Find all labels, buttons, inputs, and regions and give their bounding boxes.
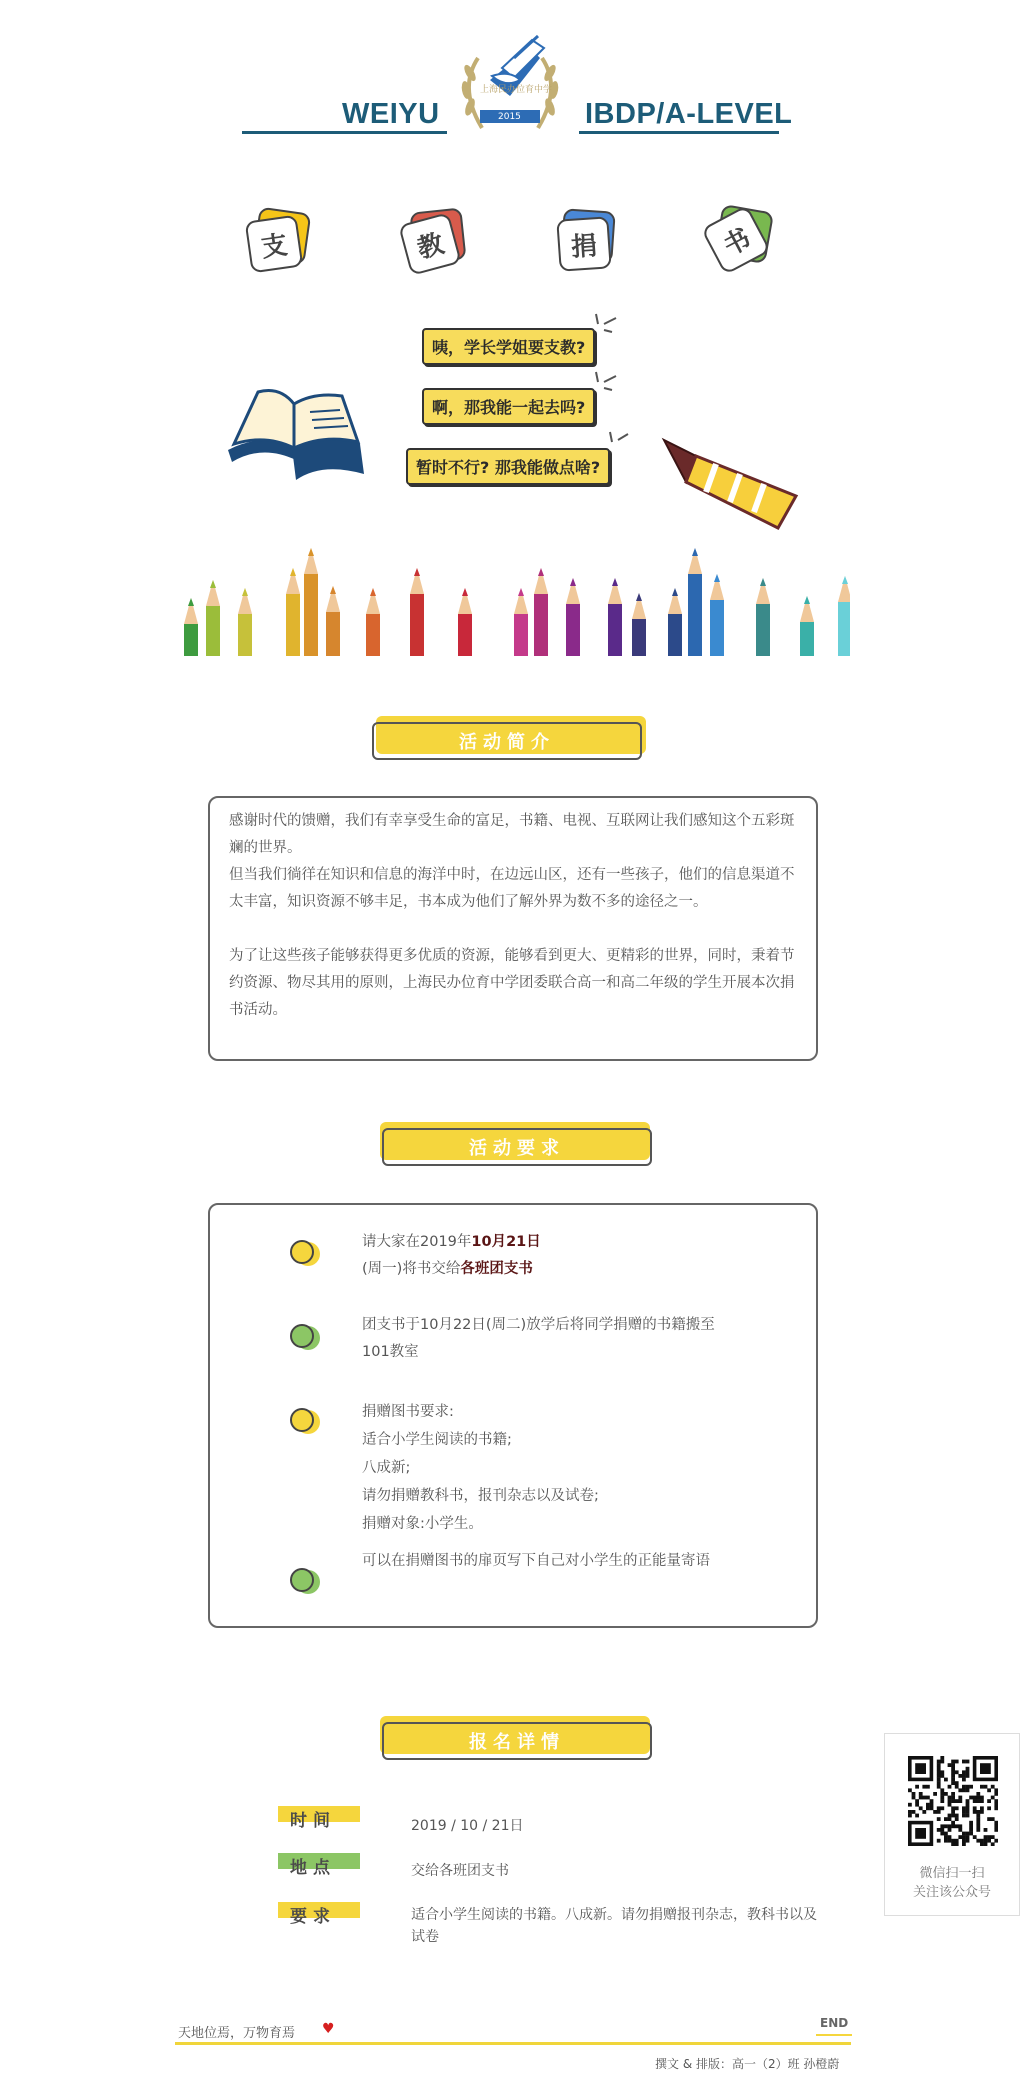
pencil (608, 578, 622, 656)
pencil (534, 568, 548, 656)
intro-heading: 活动简介 (372, 722, 642, 760)
pencil (366, 588, 380, 656)
bubble-3: 暂时不行? 那我能做点啥? (406, 448, 610, 485)
tile-juan: 捐 (556, 216, 612, 272)
logo-year: 2015 (498, 112, 521, 122)
bubble-1: 咦，学长学姐要支教? (422, 328, 595, 365)
tile-jiao: 教 (398, 212, 462, 276)
requirement-value: 适合小学生阅读的书籍。八成新。请勿捐赠报刊杂志，教科书以及试卷 (411, 1907, 817, 1945)
pencil (286, 568, 300, 656)
pencil (238, 588, 252, 656)
footer-slogan: 天地位焉，万物育焉 (178, 2026, 296, 2041)
heart-icon: ♥ (322, 2021, 335, 2037)
pencil (514, 588, 528, 656)
tile-shu: 书 (701, 205, 771, 275)
colored-pencils (176, 548, 850, 656)
pencil (184, 598, 198, 656)
header-left-text: WEIYU (342, 98, 440, 130)
footer-line (175, 2042, 851, 2045)
requirement-3: 捐赠图书要求: 适合小学生阅读的书籍; 八成新; 请勿捐赠教科书，报刊杂志以及试卷; 捐赠对象:小学生。 (362, 1404, 599, 1532)
tile-zhi: 支 (245, 215, 304, 274)
footer-credit: 撰文 & 排版：高一（2）班 孙橙蔚 (655, 2057, 840, 2071)
exclaim-marks-icon (590, 310, 630, 450)
pencil (632, 593, 646, 656)
intro-paragraph-3: 为了让这些孩子能够获得更多优质的资源，能够看到更大、更精彩的世界，同时，秉着节约资源、物尽其用的原则，上海民办位育中学团委联合高一和高二年级的学生开展本次捐书活动。 (229, 948, 795, 1018)
requirement-4: 可以在捐赠图书的扉页写下自己对小学生的正能量寄语 (362, 1553, 710, 1569)
place-value: 交给各班团支书 (411, 1863, 509, 1879)
header-right-text: IBDP/A-LEVEL (585, 98, 793, 130)
pencil (326, 586, 340, 656)
pencil (458, 588, 472, 656)
pencil (756, 578, 770, 656)
requirement-1-date: 10月21日 (471, 1234, 541, 1250)
requirement-1: 请大家在2019年10月21日 (周一)将书交给各班团支书 (362, 1234, 541, 1277)
pencil (710, 574, 724, 656)
bullet-dot-1 (290, 1240, 314, 1264)
intro-paragraph-1: 感谢时代的馈赠，我们有幸享受生命的富足，书籍、电视、互联网让我们感知这个五彩斑斓的世界。 (229, 813, 795, 856)
bullet-dot-3 (290, 1408, 314, 1432)
qr-code[interactable] (908, 1756, 998, 1846)
end-underline (816, 2034, 852, 2036)
pencil (688, 548, 702, 656)
crayon-icon (660, 436, 802, 532)
logo-school-cn: 上海民办位育中学 (480, 85, 553, 95)
pencil (800, 596, 814, 656)
requirement-label: 要求 (290, 1907, 336, 1927)
open-book-icon (222, 382, 366, 482)
time-value: 2019 / 10 / 21日 (411, 1818, 524, 1834)
end-label: END (820, 2016, 849, 2030)
signup-heading: 报名详情 (382, 1722, 652, 1760)
pencil (838, 576, 850, 656)
requirements-heading: 活动要求 (382, 1128, 652, 1166)
pencil (410, 568, 424, 656)
bullet-dot-4 (290, 1568, 314, 1592)
time-label: 时间 (290, 1811, 336, 1831)
place-label: 地点 (290, 1858, 336, 1878)
pencil (566, 578, 580, 656)
bullet-dot-2 (290, 1324, 314, 1348)
bubble-2: 啊，那我能一起去吗? (422, 388, 595, 425)
pencil (668, 588, 682, 656)
intro-paragraph-2: 但当我们徜徉在知识和信息的海洋中时，在边远山区，还有一些孩子，他们的信息渠道不太丰富，知识资源不够丰足，书本成为他们了解外界为数不多的途径之一。 (229, 867, 795, 910)
requirement-1-recipient: 各班团支书 (460, 1261, 533, 1277)
header-line-left (242, 131, 447, 134)
qr-caption-2: 关注该公众号 (912, 1885, 991, 1900)
pencil (206, 580, 220, 656)
qr-caption-1: 微信扫一扫 (919, 1866, 985, 1881)
header-line-right (579, 131, 779, 134)
pencil (304, 548, 318, 656)
requirement-2: 团支书于10月22日(周二)放学后将同学捐赠的书籍搬至 101教室 (362, 1317, 715, 1360)
